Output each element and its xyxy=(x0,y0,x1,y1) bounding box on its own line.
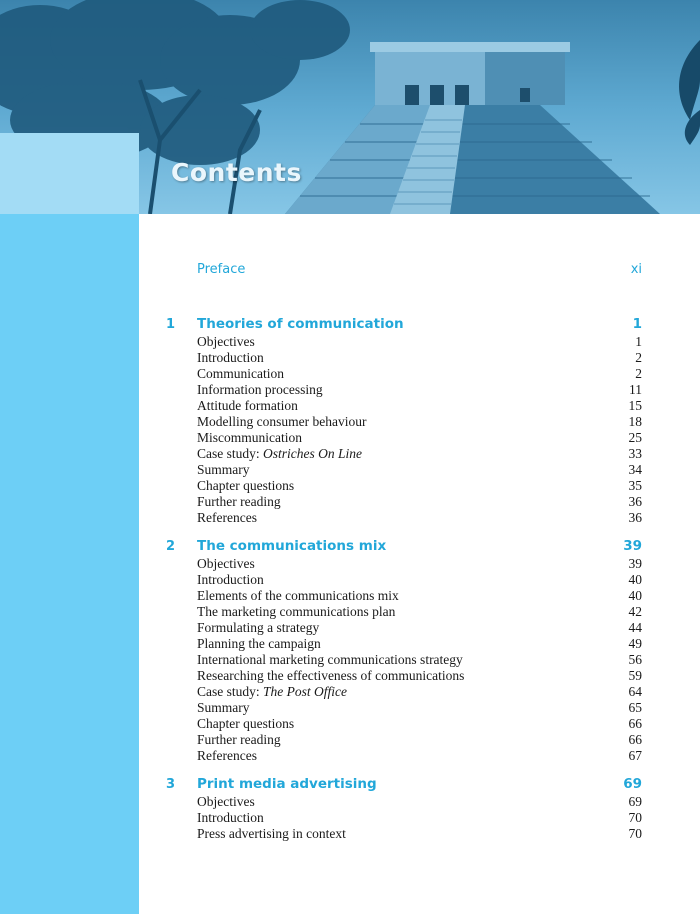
entry-page-number: 1 xyxy=(635,334,642,349)
toc-entry[interactable] xyxy=(160,350,642,366)
entry-page-number: 69 xyxy=(628,794,642,809)
entry-label xyxy=(160,414,629,430)
toc-entry[interactable] xyxy=(160,604,642,620)
entry-label xyxy=(160,556,629,572)
side-bar xyxy=(0,214,139,914)
entry-page-number: 15 xyxy=(628,398,642,413)
entry-label-text: Chapter questions xyxy=(197,716,295,731)
entry-label-text: Summary xyxy=(197,462,250,477)
toc-entry[interactable] xyxy=(160,826,642,842)
toc-entry[interactable] xyxy=(160,684,642,700)
entry-page-number: 18 xyxy=(628,414,642,429)
toc-entry[interactable] xyxy=(160,382,642,398)
toc-entry[interactable] xyxy=(160,430,642,446)
chapter-page-number: 39 xyxy=(623,538,642,554)
toc-entry[interactable] xyxy=(160,478,642,494)
entry-label xyxy=(160,810,629,826)
entry-label-text: Further reading xyxy=(197,732,281,747)
entry-page-number: 70 xyxy=(628,810,642,825)
entry-label-text: Introduction xyxy=(197,350,264,365)
chapter-number: 3 xyxy=(166,777,176,792)
entry-label-text: References xyxy=(197,748,257,763)
entry-page-number: 34 xyxy=(628,462,642,477)
entry-page-number: 39 xyxy=(628,556,642,571)
toc-entry[interactable] xyxy=(160,652,642,668)
entry-label-text: Information processing xyxy=(197,382,323,397)
entry-label xyxy=(160,510,629,526)
chapter-block xyxy=(160,776,642,842)
toc-entry[interactable] xyxy=(160,620,642,636)
entry-page-number: 70 xyxy=(628,826,642,841)
toc-entry[interactable] xyxy=(160,716,642,732)
entry-label xyxy=(160,732,629,748)
entry-label-text: Press advertising in context xyxy=(197,826,346,841)
toc-entry[interactable] xyxy=(160,494,642,510)
entry-label-text: Modelling consumer behaviour xyxy=(197,414,367,429)
entry-label-text: Objectives xyxy=(197,334,255,349)
entry-label xyxy=(160,604,629,620)
entry-page-number: 33 xyxy=(628,446,642,461)
entry-label-text: Researching the effectiveness of communications xyxy=(197,668,465,683)
toc-list xyxy=(160,262,642,842)
entry-page-number: 36 xyxy=(628,494,642,509)
entry-label xyxy=(160,478,629,494)
toc-entry[interactable] xyxy=(160,446,642,462)
entry-label xyxy=(160,334,635,350)
chapter-block xyxy=(160,538,642,764)
entry-label xyxy=(160,350,635,366)
entry-page-number: 64 xyxy=(628,684,642,699)
chapter-page-number: 69 xyxy=(623,776,642,792)
entry-label-text: Miscommunication xyxy=(197,430,302,445)
entry-page-number: 66 xyxy=(628,732,642,747)
chapter-number: 2 xyxy=(166,539,176,554)
entry-label xyxy=(160,826,629,842)
entry-label: Preface xyxy=(197,262,246,277)
entry-label-text: Case study: xyxy=(197,684,263,699)
page-title: Contents xyxy=(171,158,302,187)
entry-label xyxy=(160,620,629,636)
toc-entry[interactable] xyxy=(160,636,642,652)
toc-entry[interactable] xyxy=(160,556,642,572)
entry-label xyxy=(160,794,629,810)
toc-entry[interactable] xyxy=(160,732,642,748)
entry-label xyxy=(160,716,629,732)
entry-label xyxy=(160,398,629,414)
toc-entry[interactable] xyxy=(160,810,642,826)
entry-label xyxy=(160,366,635,382)
toc-entry[interactable] xyxy=(160,668,642,684)
entry-label-text: Objectives xyxy=(197,556,255,571)
entry-page-number: 2 xyxy=(635,366,642,381)
toc-front-entry[interactable] xyxy=(160,262,642,282)
chapter-title: Print media advertising xyxy=(197,776,377,792)
chapter-heading[interactable] xyxy=(160,776,642,794)
entry-page-number: 35 xyxy=(628,478,642,493)
chapter-heading[interactable] xyxy=(160,538,642,556)
entry-label xyxy=(160,700,629,716)
entry-label-text: Formulating a strategy xyxy=(197,620,320,635)
chapter-number: 1 xyxy=(166,317,176,332)
entry-label-italic: The Post Office xyxy=(263,684,347,699)
entry-label xyxy=(160,652,629,668)
entry-label xyxy=(160,684,629,700)
entry-label-text: Attitude formation xyxy=(197,398,298,413)
entry-label xyxy=(160,430,629,446)
entry-page-number: 11 xyxy=(629,382,642,397)
toc-entry[interactable] xyxy=(160,366,642,382)
entry-label-text: The marketing communications plan xyxy=(197,604,396,619)
entry-label-text: Further reading xyxy=(197,494,281,509)
entry-label-text: International marketing communications strategy xyxy=(197,652,463,667)
toc-entry[interactable] xyxy=(160,414,642,430)
entry-page-number: 65 xyxy=(628,700,642,715)
entry-label xyxy=(160,668,629,684)
chapter-title: Theories of communication xyxy=(197,316,404,332)
entry-label-text: Introduction xyxy=(197,810,264,825)
entry-label xyxy=(160,636,629,652)
entry-page-number: 2 xyxy=(635,350,642,365)
entry-label xyxy=(160,494,629,510)
entry-label-text: Summary xyxy=(197,700,250,715)
toc-entry[interactable] xyxy=(160,588,642,604)
entry-label-text: Elements of the communications mix xyxy=(197,588,399,603)
entry-label-text: References xyxy=(197,510,257,525)
entry-label xyxy=(160,446,629,462)
chapter-block xyxy=(160,316,642,526)
toc-entry[interactable] xyxy=(160,700,642,716)
chapter-heading[interactable] xyxy=(160,316,642,334)
entry-page-number: 40 xyxy=(628,588,642,603)
entry-label xyxy=(160,572,629,588)
toc-entry[interactable] xyxy=(160,510,642,526)
toc-entry[interactable] xyxy=(160,462,642,478)
entry-page-number: 25 xyxy=(628,430,642,445)
entry-page-number: 56 xyxy=(628,652,642,667)
chapter-title: The communications mix xyxy=(197,538,387,554)
entry-label-text: Chapter questions xyxy=(197,478,295,493)
toc-entry[interactable] xyxy=(160,398,642,414)
entry-label xyxy=(160,588,629,604)
toc-entry[interactable] xyxy=(160,748,642,764)
entry-page-number: 44 xyxy=(628,620,642,635)
entry-page-number: xi xyxy=(630,262,642,277)
entry-label-text: Objectives xyxy=(197,794,255,809)
entry-label xyxy=(160,462,629,478)
chapter-page-number: 1 xyxy=(632,316,642,332)
toc-entry[interactable] xyxy=(160,334,642,350)
entry-label-italic: Ostriches On Line xyxy=(263,446,362,461)
entry-label-text: Planning the campaign xyxy=(197,636,321,651)
entry-page-number: 59 xyxy=(628,668,642,683)
entry-page-number: 42 xyxy=(628,604,642,619)
toc-entry[interactable] xyxy=(160,794,642,810)
entry-label xyxy=(160,748,629,764)
entry-page-number: 66 xyxy=(628,716,642,731)
entry-label xyxy=(160,382,629,398)
entry-label-text: Communication xyxy=(197,366,284,381)
entry-page-number: 40 xyxy=(628,572,642,587)
entry-page-number: 67 xyxy=(628,748,642,763)
entry-label-text: Case study: xyxy=(197,446,263,461)
side-accent-block xyxy=(0,133,139,214)
toc-entry[interactable] xyxy=(160,572,642,588)
entry-page-number: 36 xyxy=(628,510,642,525)
entry-label-text: Introduction xyxy=(197,572,264,587)
entry-page-number: 49 xyxy=(628,636,642,651)
